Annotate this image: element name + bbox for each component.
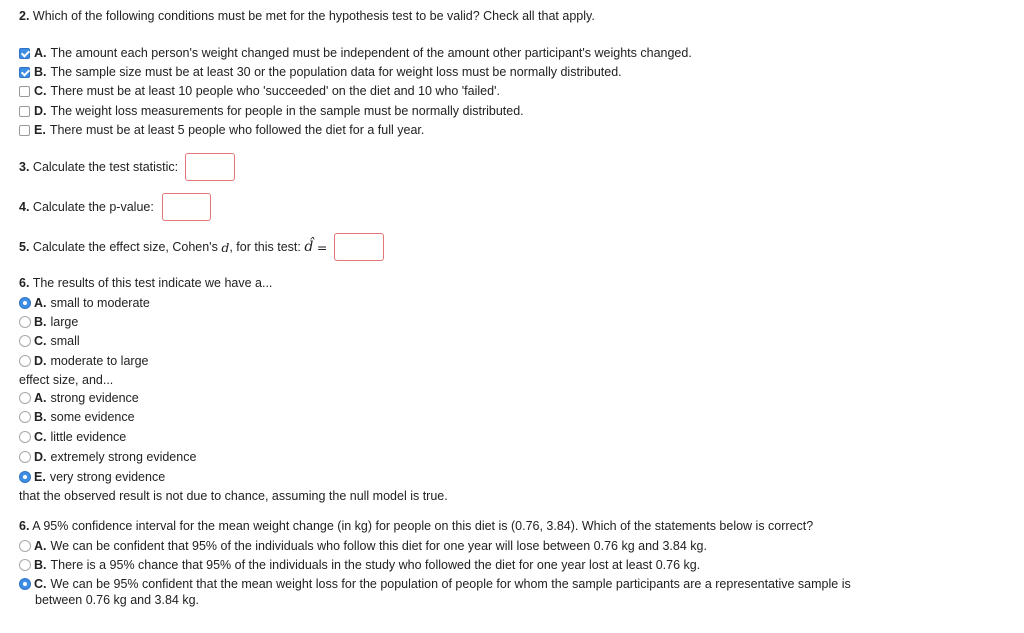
- question-number: 4.: [19, 200, 30, 214]
- q2-option-d[interactable]: [19, 102, 524, 120]
- checkbox-icon[interactable]: [19, 125, 30, 136]
- question-text: Which of the following conditions must be met for the hypothesis test to be valid? Check all that apply.: [32, 9, 595, 23]
- question-text: A 95% confidence interval for the mean weight change (in kg) for people on this diet is (0.76, 3.84). Which of the statements below is correct?: [32, 519, 814, 533]
- option-letter: C.: [34, 577, 47, 591]
- radio-icon[interactable]: [19, 316, 31, 328]
- ci-option-c[interactable]: [19, 575, 851, 593]
- q6-evidence-option-c[interactable]: [19, 428, 126, 446]
- option-letter: B.: [34, 315, 47, 329]
- question-text: The results of this test indicate we have a...: [32, 276, 273, 290]
- question-6: [19, 276, 272, 290]
- radio-selected-icon[interactable]: [19, 471, 31, 483]
- option-text: We can be confident that 95% of the individuals who follow this diet for one year will lose between 0.76 kg and 3.84 kg.: [50, 539, 707, 553]
- q6-effect-option-c[interactable]: [19, 332, 80, 350]
- question-ci: [19, 519, 813, 533]
- math-variable: d: [221, 239, 230, 255]
- option-text: large: [50, 315, 79, 329]
- ci-option-c-continuation: between 0.76 kg and 3.84 kg.: [35, 593, 200, 607]
- q6-effect-option-a[interactable]: [19, 294, 150, 312]
- question-text: Calculate the effect size, Cohen's: [32, 240, 218, 254]
- radio-icon[interactable]: [19, 392, 31, 404]
- radio-icon[interactable]: [19, 431, 31, 443]
- checkbox-icon[interactable]: [19, 86, 30, 97]
- q6-evidence-option-b[interactable]: [19, 408, 135, 426]
- option-letter: D.: [34, 450, 47, 464]
- question-5: [19, 233, 384, 261]
- option-letter: D.: [34, 354, 47, 368]
- option-letter: D.: [34, 104, 47, 118]
- question-2: [19, 9, 595, 23]
- checkbox-checked-icon[interactable]: [19, 67, 30, 78]
- option-text: There must be at least 10 people who 'succeeded' on the diet and 10 who 'failed'.: [50, 84, 500, 98]
- q6-effect-option-b[interactable]: [19, 313, 78, 331]
- middle-text: effect size, and...: [19, 373, 114, 387]
- option-letter: B.: [34, 410, 47, 424]
- option-text: The sample size must be at least 30 or the population data for weight loss must be normally distributed.: [50, 65, 622, 79]
- q2-option-b[interactable]: [19, 63, 622, 81]
- option-letter: A.: [34, 539, 47, 553]
- end-text: that the observed result is not due to chance, assuming the null model is true.: [19, 489, 448, 503]
- equals-sign: =: [316, 239, 328, 255]
- option-text: We can be 95% confident that the mean weight loss for the population of people for whom the sample participants are a representative sample is: [50, 577, 851, 591]
- option-text: There is a 95% chance that 95% of the individuals in the study who followed the diet for one year lost at least 0.76 kg.: [50, 558, 701, 572]
- question-number: 5.: [19, 240, 30, 254]
- question-number: 3.: [19, 160, 30, 174]
- option-letter: C.: [34, 334, 47, 348]
- q6-effect-option-d[interactable]: [19, 352, 148, 370]
- option-text: The weight loss measurements for people in the sample must be normally distributed.: [50, 104, 524, 118]
- option-text: very strong evidence: [49, 470, 166, 484]
- question-number: 6.: [19, 276, 30, 290]
- option-letter: E.: [34, 123, 46, 137]
- radio-icon[interactable]: [19, 451, 31, 463]
- question-4: [19, 193, 211, 221]
- option-text: some evidence: [50, 410, 135, 424]
- option-letter: A.: [34, 391, 47, 405]
- ci-option-b[interactable]: [19, 556, 700, 574]
- option-text: small to moderate: [50, 296, 150, 310]
- question-number: 6.: [19, 519, 30, 533]
- option-letter: C.: [34, 84, 47, 98]
- question-text: Calculate the p-value:: [32, 200, 154, 214]
- question-number: 2.: [19, 9, 30, 23]
- test-statistic-input[interactable]: [185, 153, 235, 181]
- option-text: There must be at least 5 people who followed the diet for a full year.: [49, 123, 425, 137]
- option-text: moderate to large: [50, 354, 149, 368]
- radio-selected-icon[interactable]: [19, 578, 31, 590]
- question-text-tail: , for this test:: [229, 240, 301, 254]
- radio-icon[interactable]: [19, 335, 31, 347]
- option-text: small: [50, 334, 80, 348]
- option-text: The amount each person's weight changed must be independent of the amount other participant's weights changed.: [50, 46, 692, 60]
- radio-selected-icon[interactable]: [19, 297, 31, 309]
- math-d-hat: d̂: [304, 239, 314, 255]
- checkbox-icon[interactable]: [19, 106, 30, 117]
- question-3: [19, 153, 235, 181]
- option-letter: E.: [34, 470, 46, 484]
- q6-evidence-option-d[interactable]: [19, 448, 196, 466]
- option-text: little evidence: [50, 430, 127, 444]
- radio-icon[interactable]: [19, 411, 31, 423]
- q6-evidence-option-e[interactable]: [19, 468, 165, 486]
- option-text: strong evidence: [50, 391, 139, 405]
- option-letter: C.: [34, 430, 47, 444]
- checkbox-checked-icon[interactable]: [19, 48, 30, 59]
- option-letter: B.: [34, 65, 47, 79]
- ci-option-a[interactable]: [19, 537, 707, 555]
- option-letter: B.: [34, 558, 47, 572]
- question-text: Calculate the test statistic:: [32, 160, 179, 174]
- option-text: extremely strong evidence: [50, 450, 197, 464]
- option-letter: A.: [34, 46, 47, 60]
- radio-icon[interactable]: [19, 540, 31, 552]
- radio-icon[interactable]: [19, 559, 31, 571]
- effect-size-input[interactable]: [334, 233, 384, 261]
- q6-evidence-option-a[interactable]: [19, 389, 139, 407]
- q2-option-a[interactable]: [19, 44, 692, 62]
- option-letter: A.: [34, 296, 47, 310]
- q2-option-c[interactable]: [19, 82, 500, 100]
- p-value-input[interactable]: [162, 193, 211, 221]
- q2-option-e[interactable]: [19, 121, 424, 139]
- radio-icon[interactable]: [19, 355, 31, 367]
